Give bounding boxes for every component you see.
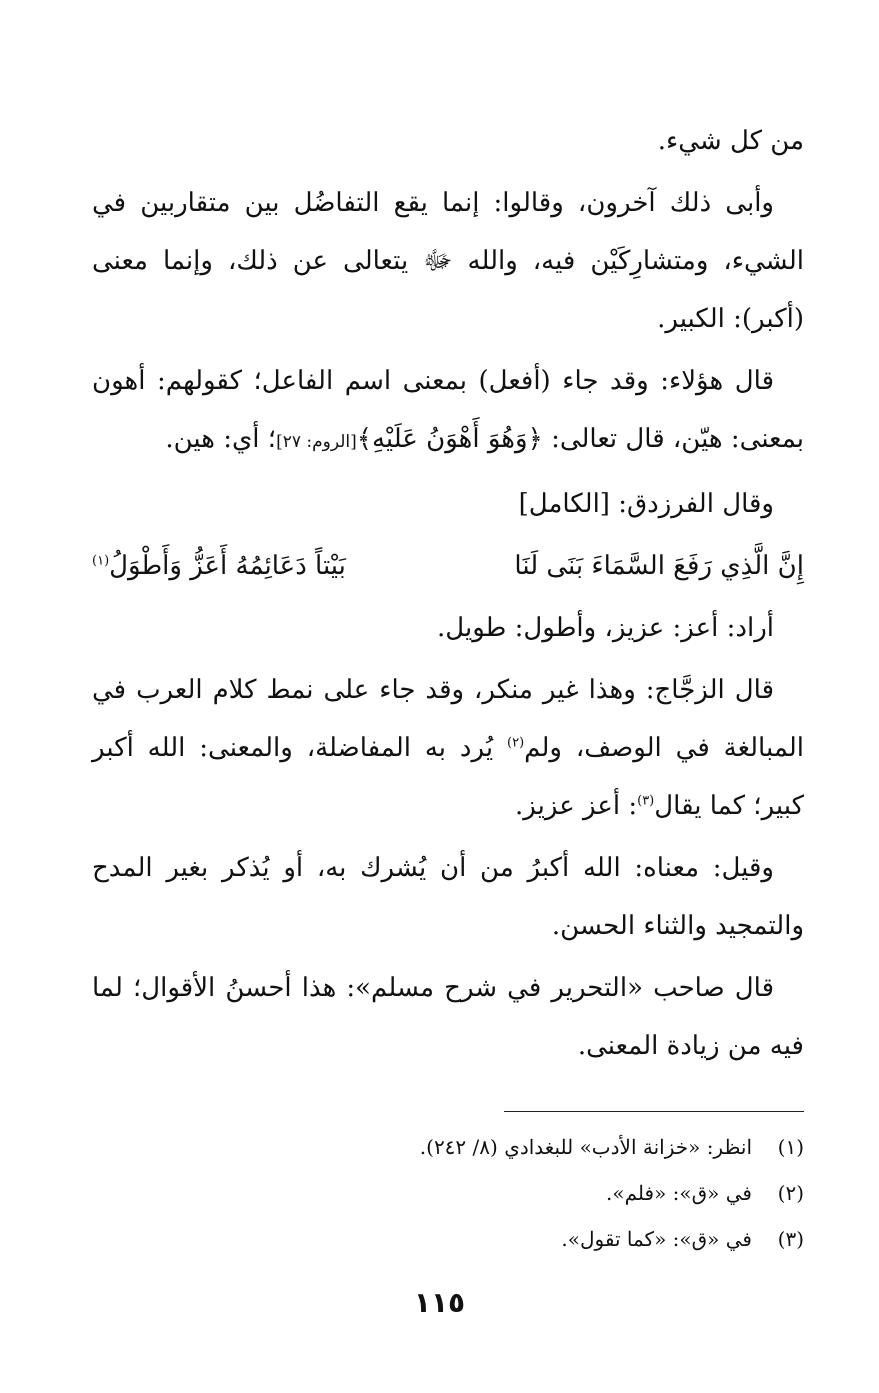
quran-citation: [الروم: ٢٧] (276, 432, 357, 452)
footnote-text: انظر: «خزانة الأدب» للبغدادي (٨/ ٢٤٢). (419, 1135, 752, 1159)
main-text (92, 112, 804, 1079)
paragraph-3-text: قال هؤلاء: وقد جاء (أفعل) بمعنى اسم الفاعل؛ كقولهم: أهون بمعنى: هيّن، قال تعالى: (92, 366, 804, 454)
verse-first-hemistich: إِنَّ الَّذِي رَفَعَ السَّمَاءَ بَنَى لَنَا (514, 551, 804, 581)
footnote-1 (300, 1124, 804, 1170)
paragraph-7: وقيل: معناه: الله أكبرُ من أن يُشرك به، أو يُذكر بغير المدح والتمجيد والثناء الحسن. (92, 853, 804, 941)
footnote-number: (١) (777, 1135, 804, 1159)
footnotes (300, 1124, 804, 1262)
footnote-text: في «ق»: «فلم». (606, 1181, 752, 1205)
footnote-2 (300, 1170, 804, 1216)
paragraph-5: أراد: أعز: عزيز، وأطول: طويل. (437, 613, 774, 643)
footnote-divider (504, 1111, 804, 1112)
poetry-verse (92, 537, 804, 595)
footnote-ref-2: (٢) (507, 735, 525, 751)
paragraph-6-middle: يُرد به المفاضلة، والمعنى: الله أكبر كبير؛ كما يقال (92, 733, 804, 821)
paragraph-6-text: قال الزجَّاج: وهذا غير منكر، وقد جاء على نمط كلام العرب في المبالغة في الوصف، ولم (92, 675, 805, 763)
paragraph-8: قال صاحب «التحرير في شرح مسلم»: هذا أحسنُ الأقوال؛ لما فيه من زيادة المعنى. (92, 973, 804, 1061)
paragraph-6 (92, 661, 804, 835)
paragraph-3 (92, 352, 804, 471)
footnote-ref-3: (٣) (637, 793, 655, 809)
page-number: ١١٥ (413, 1286, 466, 1319)
footnote-number: (٣) (777, 1227, 804, 1251)
paragraph-2: وأبى ذلك آخرون، وقالوا: إنما يقع التفاضُل بين متقاربين في الشيء، ومتشارِكَيْن فيه، والله ﷻ يتعالى عن ذلك، وإنما معنى (أكبر): الكبير. (92, 188, 804, 334)
paragraph-1: من كل شيء. (657, 126, 804, 156)
paragraph-6-end: : أعز عزيز. (515, 791, 638, 821)
footnote-3 (300, 1216, 804, 1262)
footnote-text: في «ق»: «كما تقول». (561, 1227, 752, 1251)
quran-verse: ﴿وَهُوَ أَهْوَنُ عَلَيْهِ﴾ (356, 424, 543, 454)
verse-second-hemistich (92, 537, 346, 595)
poet-attribution: وقال الفرزدق: [الكامل] (518, 489, 774, 519)
paragraph-3-end: ؛ أي: هين. (165, 424, 277, 454)
footnote-ref-1: (١) (92, 553, 110, 569)
verse-second-text: بَيْتاً دَعَائِمُهُ أَعَزُّ وَأَطْوَلُ (109, 551, 346, 581)
footnote-number: (٢) (777, 1181, 804, 1205)
